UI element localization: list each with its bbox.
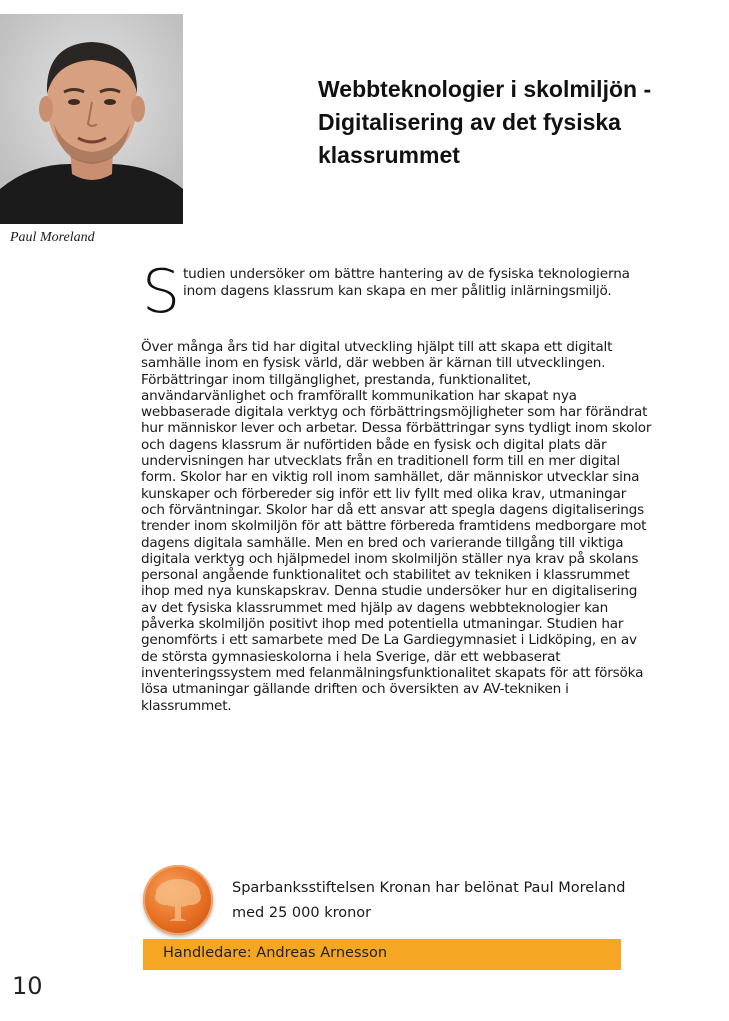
article-title: Webbteknologier i skolmiljön - Digitalisering av det fysiska klassrummet [318, 76, 652, 168]
article-body: Över många års tid har digital utveckling hjälpt till att skapa ett digitalt samhälle inom en fysisk värld, där webben är kärnan till utvecklingen. Förbättringar inom tillgänglighet, prestanda, funktionalitet, användarvänlighet och framförallt kommunikation har skapat nya webbaserade digitala verktyg och förbättringsmöjligheter som har förändrat hur människor lever och arbetar. Dessa förbättringar syns tydligt inom skolor och dagens klassrum är nuförtiden både en fysisk och digital plats där undervisningen har utvecklats från en traditionell form till en mer digital form. Skolor har en viktig roll inom samhället, där människor utvecklar sina kunskaper och förbereder sig inför ett liv fyllt med olika krav, utmaningar och förväntningar. Skolor har då ett ansvar att spegla dagens digitaliserings trender inom skolmiljön för att bättre förbereda framtidens medborgare mot dagens digitala samhälle. Men en bred och varierande tillgång till viktiga digitala verktyg och hjälpmedel inom skolmiljön ställer nya krav på skolans personal angående funktionalitet och stabilitet av tekniken i klassrummet ihop med nya kunskapskrav. Denna studie undersöker hur en digitalisering av det fysiska klassrummet med hjälp av dagens webbteknologier kan påverka skolmiljön positivt ihop med potentiella utmaningar. Studien har genomförts i ett samarbete med De La Gardiegymnasiet i Lidköping, en av de största gymnasieskolorna i hela Sverige, där ett webbaserat inventeringssystem med felanmälningsfunktionalitet skapats för att försöka lösa utmaningar gällande driften och översikten av AV-tekniken i klassrummet. [141, 339, 652, 714]
tree-icon [143, 865, 213, 935]
supervisor-label: Handledare: Andreas Arnesson [163, 945, 388, 961]
sparbank-logo [143, 865, 213, 935]
article-intro [142, 257, 664, 327]
portrait-image [0, 14, 183, 224]
intro-text: tudien undersöker om bättre hantering av de fysiska teknologierna inom dagens klassrum kan skapa en mer pålitlig inlärningsmiljö. [182, 266, 630, 299]
supervisor-bar [143, 939, 621, 970]
award-text: Sparbanksstiftelsen Kronan har belönat Paul Moreland med 25 000 kronor [232, 880, 626, 921]
intro-drop-cap: S [142, 257, 180, 327]
author-photo [0, 14, 183, 224]
page-number: 10 [12, 972, 43, 1000]
author-caption: Paul Moreland [10, 230, 95, 245]
